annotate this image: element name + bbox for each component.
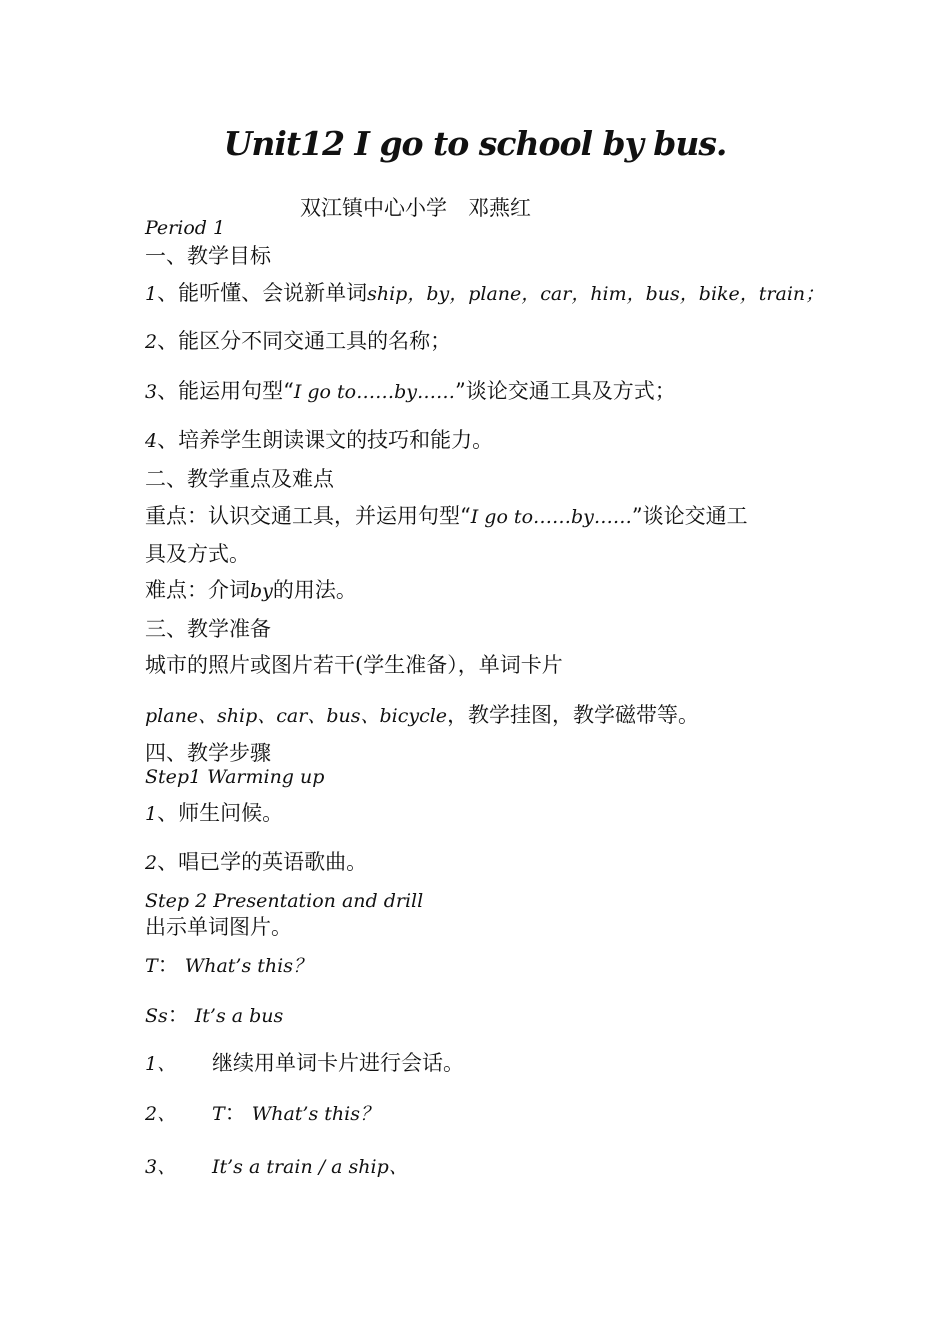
step-num: 1 — [145, 803, 158, 825]
difficulty-text: 难点：介词 — [145, 578, 250, 602]
numbered-item-2 — [145, 1099, 379, 1128]
numbered-item-1 — [145, 1049, 464, 1078]
item-text: It’s a train / a ship、 — [212, 1156, 408, 1178]
goal-num: 2 — [145, 331, 158, 353]
difficulty-word: by — [250, 580, 273, 602]
sentence-pattern: I go to……by…… — [470, 506, 632, 528]
item-number: 2、 — [145, 1103, 177, 1125]
speaker-colon: ： — [224, 1101, 246, 1125]
speaker-colon: ： — [167, 1003, 189, 1027]
section4-heading: 四、教学步骤 — [145, 741, 271, 765]
speaker-label: T — [212, 1103, 225, 1125]
section3-heading: 三、教学准备 — [145, 617, 271, 641]
dialog-text: What’s this？ — [184, 955, 312, 977]
dialog-line-students — [145, 1001, 283, 1030]
item-text: What’s this？ — [251, 1103, 379, 1125]
period-label: Period 1 — [145, 217, 226, 239]
goal-words: ship，by，plane，car，him，bus，bike，train； — [367, 283, 825, 305]
author-line: 双江镇中心小学 邓燕红 — [300, 196, 531, 220]
preparation-rest: ，教学挂图，教学磁带等。 — [447, 703, 700, 727]
sentence-pattern: I go to……by…… — [293, 381, 456, 403]
section2-heading: 二、教学重点及难点 — [145, 467, 334, 491]
key-point-line — [145, 502, 748, 531]
item-number: 3、 — [145, 1156, 177, 1178]
numbered-item-3 — [145, 1152, 408, 1181]
goal-text-after: ”谈论交通工具及方式； — [455, 379, 676, 403]
goal-text: 、能听懂、会说新单词 — [157, 281, 368, 305]
goal-item-3 — [145, 377, 676, 406]
goal-item-1 — [145, 279, 824, 308]
key-point-continuation: 具及方式。 — [145, 542, 250, 566]
step-text: 、唱已学的英语歌曲。 — [157, 850, 368, 874]
key-point-text: 重点：认识交通工具，并运用句型“ — [145, 504, 471, 528]
goal-item-2 — [145, 327, 451, 356]
goal-text: 、能区分不同交通工具的名称； — [157, 329, 452, 353]
goal-item-4 — [145, 426, 493, 455]
step2-intro: 出示单词图片。 — [145, 915, 292, 939]
difficulty-text-after: 的用法。 — [272, 578, 357, 602]
document-title: Unit12 I go to school by bus. — [223, 124, 727, 163]
goal-text: 、能运用句型“ — [157, 379, 294, 403]
item-text: 继续用单词卡片进行会话。 — [212, 1051, 464, 1075]
goal-text: 、培养学生朗读课文的技巧和能力。 — [157, 428, 494, 452]
dialog-text: It’s a bus — [194, 1005, 284, 1027]
speaker-colon: ： — [157, 953, 179, 977]
goal-num: 3 — [145, 381, 158, 403]
step2-heading: Step 2 Presentation and drill — [145, 890, 424, 912]
dialog-line-teacher — [145, 951, 312, 980]
preparation-words: plane、ship、car、bus、bicycle — [145, 705, 448, 727]
step1-item-1 — [145, 799, 283, 828]
speaker-label: Ss — [145, 1005, 168, 1027]
speaker-label: T — [145, 955, 158, 977]
goal-num: 1 — [145, 283, 158, 305]
key-point-text-after: ”谈论交通工 — [631, 504, 748, 528]
preparation-line-1: 城市的照片或图片若干(学生准备），单词卡片 — [145, 653, 563, 677]
step1-heading: Step1 Warming up — [145, 766, 325, 788]
step1-item-2 — [145, 848, 367, 877]
step-text: 、师生问候。 — [157, 801, 284, 825]
difficulty-line — [145, 576, 357, 605]
section1-heading: 一、教学目标 — [145, 244, 271, 268]
step-num: 2 — [145, 852, 158, 874]
item-number: 1、 — [145, 1053, 177, 1075]
goal-num: 4 — [145, 430, 158, 452]
preparation-line-2 — [145, 701, 699, 730]
